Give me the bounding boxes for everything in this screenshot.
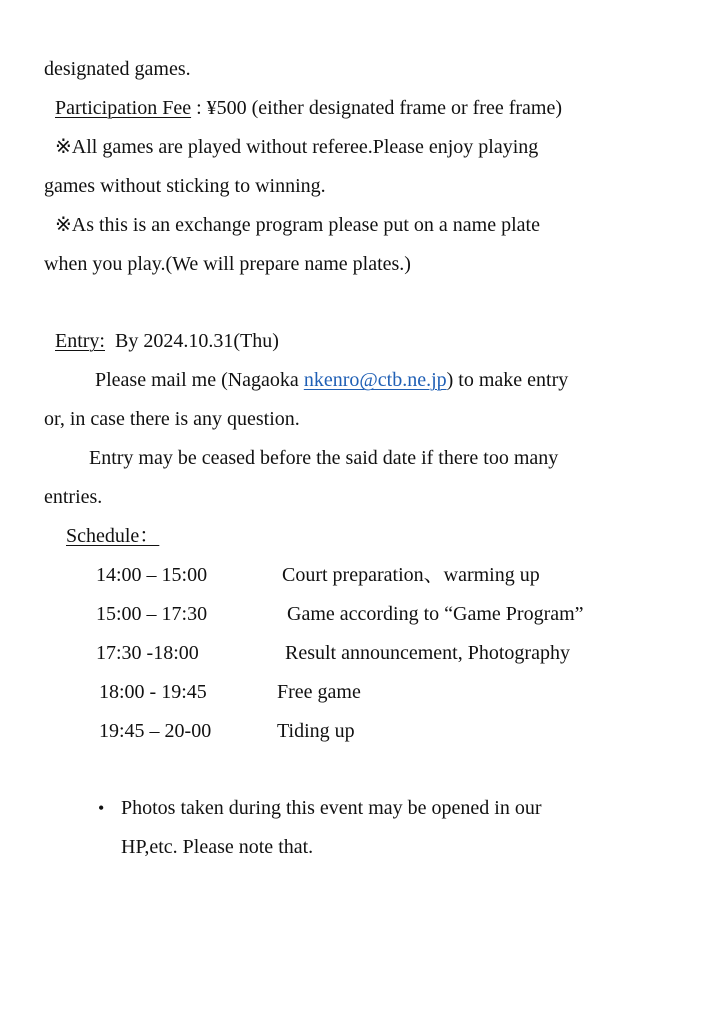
schedule-time: 19:45 – 20-00 — [99, 720, 212, 742]
fee-value: : ¥500 (either designated frame or free frame) — [191, 97, 563, 119]
entry-cease-line1: Entry may be ceased before the said date if there too many — [89, 447, 559, 469]
intro-line: designated games. — [44, 58, 191, 80]
photo-note-line2: HP,etc. Please note that. — [121, 836, 314, 858]
fee-line — [55, 95, 562, 121]
schedule-time: 18:00 - 19:45 — [99, 681, 207, 703]
entry-cease-line2: entries. — [44, 486, 103, 508]
entry-mail-line2: or, in case there is any question. — [44, 408, 300, 430]
schedule-activity: Tiding up — [277, 720, 355, 742]
entry-label: Entry: — [55, 330, 105, 352]
bullet-icon: • — [98, 798, 105, 818]
nameplate-note-line1: ※As this is an exchange program please put on a name plate — [55, 214, 540, 236]
entry-line — [55, 328, 279, 354]
schedule-time: 15:00 – 17:30 — [96, 603, 208, 625]
schedule-activity: Free game — [277, 681, 361, 703]
fee-label: Participation Fee — [55, 97, 192, 119]
referee-note-line1: ※All games are played without referee.Please enjoy playing — [55, 136, 539, 158]
referee-note-line2: games without sticking to winning. — [44, 175, 326, 197]
email-link[interactable]: nkenro@ctb.ne.jp — [303, 369, 447, 391]
nameplate-note-line2: when you play.(We will prepare name plates.) — [44, 253, 411, 275]
mail-suffix: ) to make entry — [446, 369, 569, 391]
mail-prefix: Please mail me (Nagaoka — [95, 369, 304, 391]
entry-mail-line — [95, 367, 568, 393]
schedule-activity: Court preparation、warming up — [282, 564, 540, 586]
schedule-activity: Game according to “Game Program” — [287, 603, 584, 625]
schedule-time: 14:00 – 15:00 — [96, 564, 208, 586]
photo-note-line1: Photos taken during this event may be opened in our — [121, 797, 542, 819]
schedule-time: 17:30 -18:00 — [96, 642, 199, 664]
schedule-activity: Result announcement, Photography — [285, 642, 570, 664]
schedule-label: Schedule： — [66, 525, 160, 547]
entry-deadline: By 2024.10.31(Thu) — [115, 330, 279, 352]
